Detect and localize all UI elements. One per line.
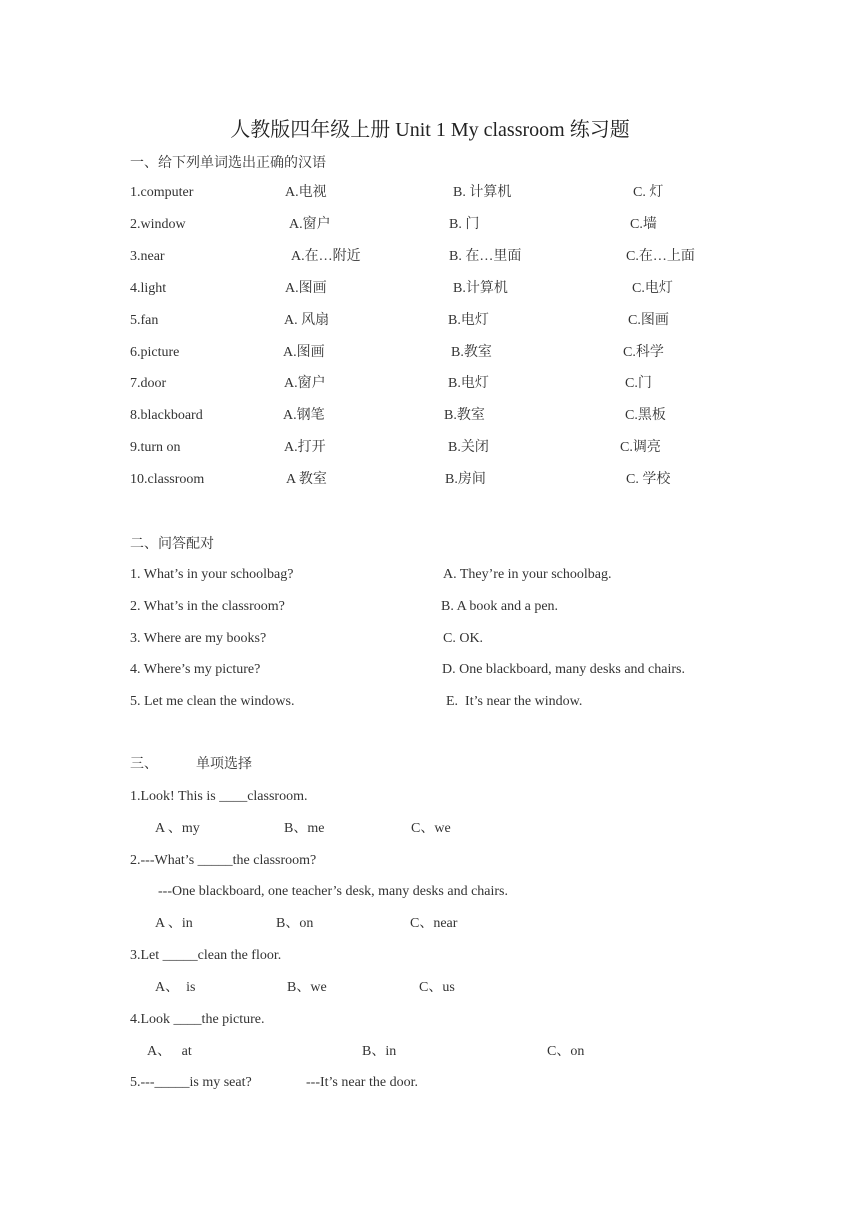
- option-b: B.关闭: [448, 440, 489, 455]
- option-c: C、us: [419, 980, 455, 995]
- option-c: C、we: [411, 821, 451, 836]
- answer: D. One blackboard, many desks and chairs.: [442, 662, 685, 677]
- option-c: C.黑板: [625, 408, 666, 423]
- option-c: C.门: [625, 376, 652, 391]
- word: 9.turn on: [130, 440, 181, 455]
- option-a: A、 is: [155, 980, 196, 995]
- worksheet-title: 人教版四年级上册 Unit 1 My classroom 练习题: [230, 119, 630, 141]
- word: 8.blackboard: [130, 408, 203, 423]
- option-b: B.房间: [445, 472, 486, 487]
- word: 2.window: [130, 217, 186, 232]
- option-b: B.教室: [451, 345, 492, 360]
- option-a: A 、in: [155, 916, 193, 931]
- option-b: B、on: [276, 916, 314, 931]
- option-a: A 教室: [286, 472, 327, 487]
- option-b: B. 在…里面: [449, 249, 522, 264]
- question: 5. Let me clean the windows.: [130, 694, 295, 709]
- option-a: A、 at: [147, 1044, 192, 1059]
- answer: B. A book and a pen.: [441, 599, 559, 614]
- option-c: C.墙: [630, 217, 657, 232]
- question: 4. Where’s my picture?: [130, 662, 261, 677]
- option-c: C. 灯: [633, 185, 664, 200]
- question: 2. What’s in the classroom?: [130, 599, 285, 614]
- option-a: A. 风扇: [284, 313, 330, 328]
- option-a: A.图画: [283, 345, 325, 360]
- question-text: 3.Let _____clean the floor.: [130, 948, 282, 963]
- question: 3. Where are my books?: [130, 631, 267, 646]
- option-a: A.钢笔: [283, 408, 325, 423]
- option-b: B.电灯: [448, 376, 489, 391]
- option-c: C、near: [410, 916, 458, 931]
- word: 7.door: [130, 376, 167, 391]
- section2-heading: 二、问答配对: [130, 537, 214, 552]
- section1-heading: 一、给下列单词选出正确的汉语: [130, 156, 326, 171]
- answer: C. OK.: [443, 631, 484, 646]
- question-subtext: ---It’s near the door.: [306, 1075, 418, 1090]
- question-text: 5.---_____is my seat?: [130, 1075, 252, 1090]
- section3-number: 三、: [130, 757, 158, 772]
- option-c: C.图画: [628, 313, 669, 328]
- answer: E. It’s near the window.: [446, 694, 583, 709]
- answer: A. They’re in your schoolbag.: [443, 567, 612, 582]
- option-a: A 、my: [155, 821, 200, 836]
- option-b: B.电灯: [448, 313, 489, 328]
- option-b: B.教室: [444, 408, 485, 423]
- option-c: C、on: [547, 1044, 585, 1059]
- option-b: B、me: [284, 821, 325, 836]
- option-b: B、in: [362, 1044, 397, 1059]
- word: 3.near: [130, 249, 165, 264]
- question-text: 4.Look ____the picture.: [130, 1012, 265, 1027]
- option-c: C.科学: [623, 345, 664, 360]
- question: 1. What’s in your schoolbag?: [130, 567, 294, 582]
- word: 1.computer: [130, 185, 194, 200]
- word: 5.fan: [130, 313, 159, 328]
- option-b: B. 门: [449, 217, 480, 232]
- section3-title: 单项选择: [196, 757, 252, 772]
- option-a: A.窗户: [284, 376, 326, 391]
- option-b: B.计算机: [453, 281, 508, 296]
- option-a: A.打开: [284, 440, 326, 455]
- option-a: A.在…附近: [291, 249, 361, 264]
- question-subtext: ---One blackboard, one teacher’s desk, many desks and chairs.: [158, 884, 508, 899]
- option-a: A.窗户: [289, 217, 331, 232]
- question-text: 1.Look! This is ____classroom.: [130, 789, 308, 804]
- option-a: A.图画: [285, 281, 327, 296]
- question-text: 2.---What’s _____the classroom?: [130, 853, 317, 868]
- option-c: C.电灯: [632, 281, 673, 296]
- option-c: C.在…上面: [626, 249, 695, 264]
- word: 6.picture: [130, 345, 180, 360]
- word: 4.light: [130, 281, 167, 296]
- option-c: C.调亮: [620, 440, 661, 455]
- option-b: B. 计算机: [453, 185, 512, 200]
- option-c: C. 学校: [626, 472, 671, 487]
- word: 10.classroom: [130, 472, 205, 487]
- option-b: B、we: [287, 980, 327, 995]
- option-a: A.电视: [285, 185, 327, 200]
